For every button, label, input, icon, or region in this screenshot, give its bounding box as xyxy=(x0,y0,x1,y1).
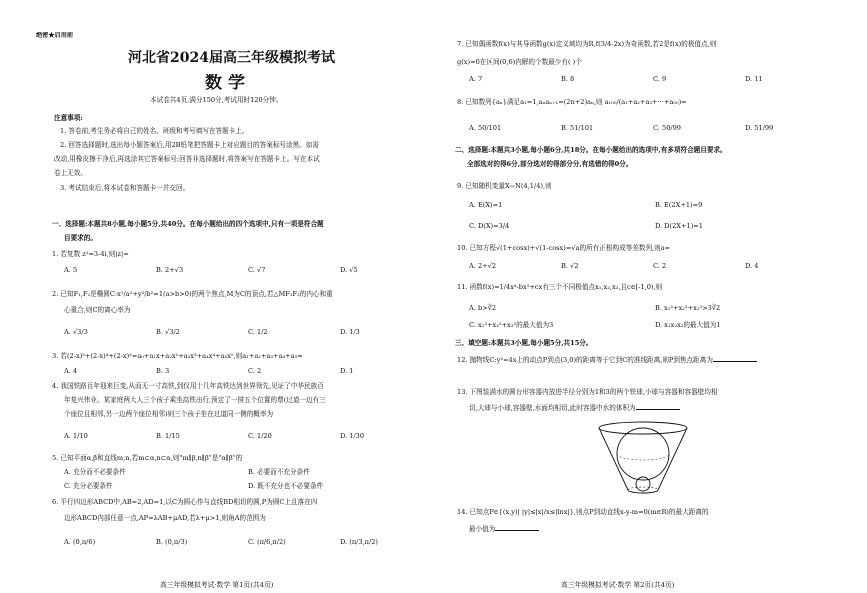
section-1-heading-cont: 目要求的。 xyxy=(64,234,97,242)
notice-line: 1. 答卷前,考生务必将自己的姓名、班级和考号填写在答题卡上。 xyxy=(60,127,249,135)
option-a: A. (0,π/6) xyxy=(64,538,96,546)
question-11-options-row2 xyxy=(469,321,825,329)
option-d: D. 既不充分也不必要条件 xyxy=(248,482,324,490)
page-footer: 高三年级模拟考试·数学 第1页(共4页) xyxy=(160,581,274,589)
large-ball xyxy=(617,428,669,480)
option-b: B. x₁²+x₂²+x₃²>3∛2 xyxy=(655,304,721,312)
question-4-options xyxy=(64,432,432,440)
option-a: A. 2+√2 xyxy=(469,262,497,270)
option-c: C. 充分必要条件 xyxy=(64,482,113,490)
notice-line: 3. 考试结束后,将本试卷和答题卡一并交回。 xyxy=(60,184,190,192)
option-d: D. √5 xyxy=(340,266,358,274)
notice-line: 2. 回答选择题时,选出每小题答案后,用2B铅笔把答题卡上对应题目的答案标号涂黑。如需 xyxy=(60,141,319,149)
question-13: 13. 下图装满水的圆台形容器内放进半径分别为1和3的两个铁球,小球与容器和容器壁均相 xyxy=(457,388,718,396)
subject-title: 数学 xyxy=(205,74,251,92)
question-13-cont xyxy=(469,403,680,412)
option-a: A. 50/101 xyxy=(469,124,502,132)
small-ball xyxy=(636,477,650,491)
question-14-cont xyxy=(469,524,539,533)
option-b: B. 1/15 xyxy=(156,432,180,440)
option-c: C. 50/99 xyxy=(653,124,682,132)
notice-line: 卷上无效。 xyxy=(54,169,87,177)
section-3-heading: 三、填空题:本题共3小题,每小题5分,共15分。 xyxy=(455,339,593,347)
answer-blank xyxy=(636,403,680,410)
option-c: C. 9 xyxy=(653,75,667,83)
option-a: A. 1/10 xyxy=(64,432,88,440)
option-d: D. 11 xyxy=(745,75,763,83)
option-c: C. 1/2 xyxy=(248,328,268,336)
question-4-cont: 个座位且相邻,另一边两个座位相邻)则三个孩子坐在过道同一侧的概率为 xyxy=(64,410,274,418)
question-8-options xyxy=(469,124,837,132)
question-2: 2. 已知F₁,F₂是椭圆C:x²/a²+y²/b²=1(a>b>0)的两个焦点,M为C的顶点,若△MF₁F₂的内心和重 xyxy=(52,290,333,298)
secret-label: 绝密★启用前 xyxy=(36,32,74,39)
option-d: D. 4 xyxy=(745,262,759,270)
option-b: B. 3 xyxy=(156,367,170,375)
question-8: 8. 已知数列{aₙ}满足a₁=1,aₙaₙ₊₁=(2n+2)aₙ,则 a₁₀₀/(a₁+a₂+a₃+···+a₅₀)= xyxy=(457,98,687,106)
exam-title: 河北省2024届高三年级模拟考试 xyxy=(128,50,335,66)
option-b: B. 2+√3 xyxy=(156,266,184,274)
question-9-options-row2 xyxy=(469,222,805,230)
section-2-heading: 二、选择题:本题共3小题,每小题6分,共18分。在每小题给出的选项中,有多项符合题目要求。 xyxy=(455,146,727,154)
section-1-heading: 一、选择题:本题共8小题,每小题5分,共40分。在每小题给出的四个选项中,只有一项是符合题 xyxy=(52,220,324,228)
option-d: D. 1/3 xyxy=(340,328,360,336)
question-5-options-row2 xyxy=(64,482,398,490)
notice-title: 注意事项: xyxy=(54,114,83,122)
question-3: 3. 若(2-x)⁵+(2-x)⁴+(2-x)³=a₀+a₁x+a₂x²+a₃x³+a₄x⁴+a₅x⁵,则a₁+a₂+a₃+a₄+a₅= xyxy=(52,352,303,360)
option-a: A. 5 xyxy=(64,266,78,274)
question-1: 1. 若复数 z²=3-4i,则|z|= xyxy=(52,250,129,258)
question-10-options xyxy=(469,262,837,270)
option-d: D. 1 xyxy=(340,367,354,375)
question-6: 6. 平行四边形ABCD中,AB=2,AD=1,以C为圆心作与直线BD相切的圆,P为圆C上且落在四 xyxy=(52,498,318,506)
option-c: C. D(X)=3/4 xyxy=(469,222,510,230)
option-c: C. 2 xyxy=(653,262,667,270)
question-4: 4. 我国铁路百年迎来巨变,从而无一寸高铁,到仅用十几年高铁达到世界领先,见证了中华民族百 xyxy=(52,382,324,390)
question-5-options-row1 xyxy=(64,468,398,476)
option-b: B. 8 xyxy=(561,75,575,83)
page-footer: 高三年级模拟考试·数学 第2页(共4页) xyxy=(561,581,675,589)
option-b: B. 51/101 xyxy=(561,124,594,132)
option-d: D. 51/99 xyxy=(745,124,774,132)
frustum-bottom-back xyxy=(628,487,658,490)
question-9-options-row1 xyxy=(469,201,805,209)
option-c: C. 2 xyxy=(248,367,262,375)
large-ball-equator xyxy=(617,454,669,460)
exam-page-2 xyxy=(433,0,867,593)
option-a: A. 7 xyxy=(469,75,483,83)
option-b: B. √3/2 xyxy=(156,328,180,336)
section-2-heading-cont: 全部选对的得6分,部分选对的得部分分,有选错的得0分。 xyxy=(467,160,633,168)
option-c: C. √7 xyxy=(248,266,266,274)
option-a: A. E(X)=1 xyxy=(469,201,503,209)
question-14: 14. 已知点P∈{(x,y)| |y|≤|x|/x≤|lnx|},则点P到动直线x-y-m=0(m∈R)的最大距离的 xyxy=(457,508,709,516)
exam-meta: 本试卷共4页,满分150分,考试用时120分钟。 xyxy=(150,96,283,104)
question-6-options xyxy=(64,538,432,546)
question-9: 9. 已知随机变量X~N(4,1/4),则 xyxy=(457,182,552,190)
question-14-text: 最小值为 xyxy=(469,525,496,533)
exam-page-1 xyxy=(0,0,433,593)
option-c: C. 1/20 xyxy=(248,432,272,440)
option-b: B. E(2X+1)=9 xyxy=(655,201,703,209)
question-7-options xyxy=(469,75,837,83)
option-a: A. b>∛2 xyxy=(469,304,497,312)
option-c: C. x₁²+x₂²+x₃²的最大值为3 xyxy=(469,321,554,329)
option-d: D. x₁x₂x₃的最大值为1 xyxy=(655,321,721,329)
option-d: D. 1/30 xyxy=(340,432,365,440)
question-7-cont: g(x)=0在区间(0,6)内解的个数最少有( )个 xyxy=(457,58,582,66)
option-b: B. √2 xyxy=(561,262,579,270)
question-2-cont: 心重合,则C的离心率为 xyxy=(64,306,131,314)
question-10: 10. 已知方程√(1+cosx)+√(1-cosx)=√a的所有正根构成等差数列,则a= xyxy=(457,244,671,252)
question-1-options xyxy=(64,266,432,274)
question-6-cont: 边形ABCD内部任意一点,AP=λAB+μAD,若λ+μ>1,则角A的范围为 xyxy=(64,514,266,522)
question-4-cont: 年复兴伟业。某家庭两大人三个孩子乘坐高铁出行,预定了一排五个位置的票(过道一边有三 xyxy=(64,396,326,404)
question-3-options xyxy=(64,367,432,375)
answer-blank xyxy=(713,355,757,362)
option-b: B. (0,π/3) xyxy=(156,538,188,546)
frustum-bottom-front xyxy=(628,490,658,493)
question-13-text: 切,大球与小球,容器壁,水面均相切,此时容器中水的体积为 xyxy=(469,404,636,412)
option-a: A. √3/3 xyxy=(64,328,88,336)
option-d: D. D(2X+1)=1 xyxy=(655,222,704,230)
question-11-options-row1 xyxy=(469,304,825,312)
option-a: A. 充分而不必要条件 xyxy=(64,468,126,476)
question-7: 7. 已知偶函数f(x)与其导函数g(x)定义域均为R,f(3/4-2x)为奇函数,若2是f(x)的极值点,则 xyxy=(457,40,717,48)
answer-blank xyxy=(495,524,539,531)
option-c: C. (π/6,π/2) xyxy=(248,538,286,546)
question-2-options xyxy=(64,328,432,336)
question-5: 5. 已知平面α,β和直线m,n,若m⊂α,n⊂α,则"m∥β,n∥β"是"α∥β"的 xyxy=(52,454,243,462)
question-11: 11. 函数f(x)=1/4x⁴-bx²+cx有三个不同极值点x₁,x₂,x₃,且c∈[-1,0),则 xyxy=(457,283,663,291)
question-12-text: 12. 抛物线C:y²=4x上的动点P到点(3,0)的距离等于它到C的准线距离,则P到焦点距离为 xyxy=(457,356,713,364)
notice-line: 改动,用橡皮擦干净后,再选涂其它答案标号;回答非选择题时,将答案写在答题卡上。写在本试 xyxy=(54,155,320,163)
question-12 xyxy=(457,355,757,364)
option-b: B. 必要而不充分条件 xyxy=(248,468,310,476)
option-d: D. (π/3,π/2) xyxy=(340,538,378,546)
frustum-container-figure xyxy=(595,418,691,498)
option-a: A. 4 xyxy=(64,367,78,375)
